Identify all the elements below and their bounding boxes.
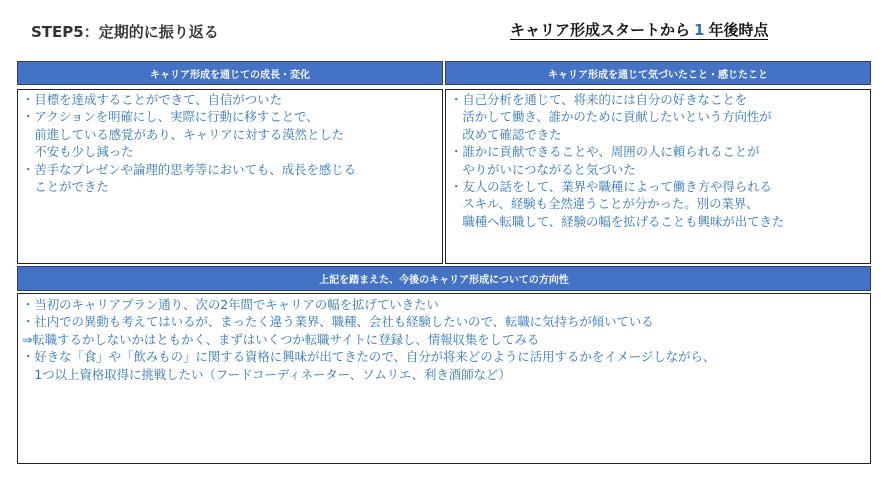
awareness-line: ・友人の話をして、業界や職種によって働き方や得られる bbox=[450, 178, 772, 194]
growth-line: ・苦手なプレゼンや論理的思考等においても、成長を感じる bbox=[22, 161, 357, 177]
direction-panel-title: 上記を踏まえた、今後のキャリア形成についての方向性 bbox=[319, 275, 569, 286]
growth-panel-header bbox=[17, 61, 443, 85]
awareness-panel-header bbox=[445, 61, 871, 85]
awareness-line: ・自己分析を通じて、将来的には自分の好きなことを bbox=[450, 92, 748, 107]
milestone-suffix: 年後時点 bbox=[708, 21, 769, 39]
awareness-panel-title: キャリア形成を通じて気づいたこと・感じたこと bbox=[548, 69, 768, 81]
growth-line: ことができた bbox=[22, 178, 109, 194]
awareness-line: 職種へ転職して、経験の幅を拡げることも興味が出てきた bbox=[450, 213, 785, 229]
awareness-line: 改めて確認できた bbox=[450, 126, 562, 142]
growth-line: 不安も少し減った bbox=[22, 144, 134, 160]
awareness-line: やりがいにつながると気づいた bbox=[450, 161, 636, 177]
growth-panel-title: キャリア形成を通じての成長・変化 bbox=[150, 69, 310, 81]
direction-line: ⇒転職するかしないかはともかく、まずはいくつか転職サイトに登録し、情報収集をしてみる bbox=[22, 331, 540, 347]
direction-line: ・社内での異動も考えてはいるが、まったく違う業界、職種、会社も経験したいので、転職に気持ちが傾いている bbox=[22, 314, 654, 330]
direction-line: ・好きな「食」や「飲みもの」に関する資格に興味が出てきたので、自分が将来どのように活用するかをイメージしながら、 bbox=[22, 349, 716, 365]
direction-panel-header bbox=[17, 266, 871, 291]
direction-line: 1つ以上資格取得に挑戦したい（フードコーディネーター、ソムリエ、利き酒師など） bbox=[22, 366, 511, 382]
growth-line: ・目標を達成することができて、自信がついた bbox=[22, 92, 282, 107]
growth-line: ・アクションを明確にし、実際に行動に移すことで、 bbox=[22, 109, 319, 125]
milestone-number: 1 bbox=[694, 21, 705, 39]
growth-text bbox=[22, 91, 356, 195]
milestone-prefix: キャリア形成スタートから bbox=[510, 21, 691, 39]
direction-line: ・当初のキャリアプラン通り、次の2年間でキャリアの幅を拡げていきたい bbox=[22, 297, 439, 312]
direction-text bbox=[22, 296, 715, 383]
awareness-line: ・誰かに貢献できることや、周囲の人に頼られることが bbox=[450, 144, 760, 160]
awareness-line: 活かして働き、誰かのために貢献したいという方向性が bbox=[450, 109, 772, 125]
growth-line: 前進している感覚があり、キャリアに対する漠然とした bbox=[22, 126, 345, 142]
awareness-line: スキル、経験も全然違うことが分かった。別の業界、 bbox=[450, 196, 759, 212]
awareness-text bbox=[450, 91, 784, 230]
milestone-title bbox=[510, 21, 768, 40]
step-title: STEP5：定期的に振り返る bbox=[31, 23, 219, 41]
